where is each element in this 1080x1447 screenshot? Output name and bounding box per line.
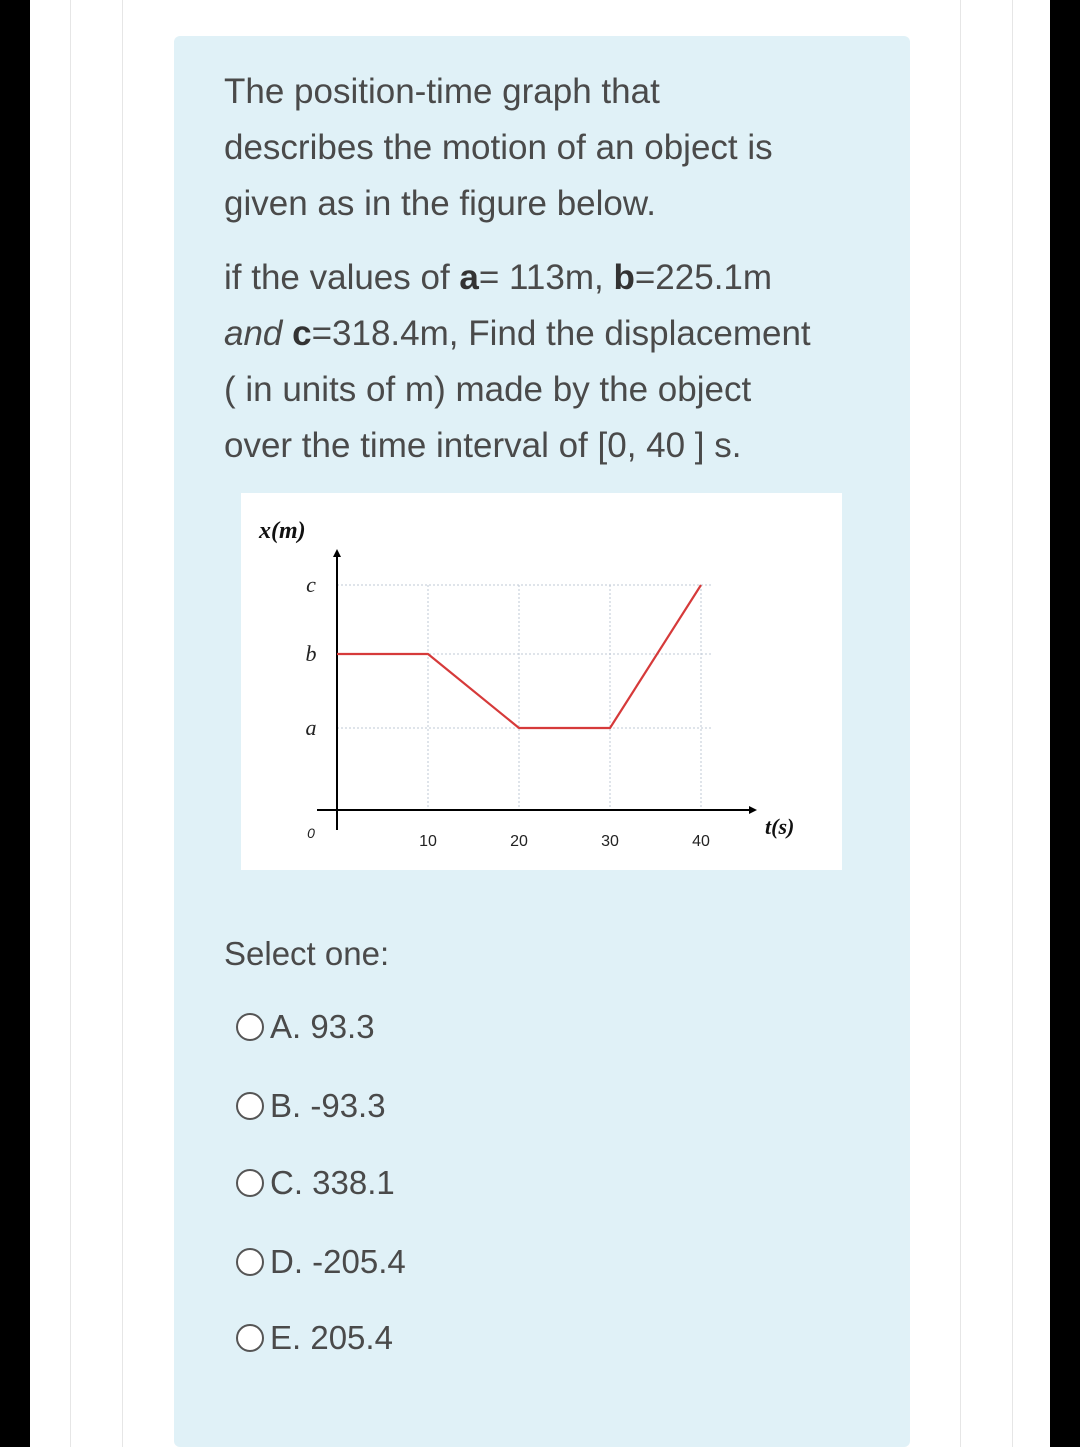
screen-edge-right	[1050, 0, 1080, 1447]
x-tick-label: 20	[510, 833, 528, 850]
question-line: describes the motion of an object is	[224, 128, 773, 167]
radio-button[interactable]	[236, 1169, 264, 1197]
radio-button[interactable]	[236, 1248, 264, 1276]
position-time-graph	[241, 493, 842, 870]
option-c[interactable]	[236, 1160, 395, 1206]
page-guide-line	[70, 0, 71, 1447]
y-tick-label: c	[306, 572, 316, 597]
option-d[interactable]	[236, 1239, 406, 1285]
variable-a: a	[459, 258, 479, 297]
question-line: over the time interval of [0, 40 ] s.	[224, 426, 742, 465]
page-guide-line	[122, 0, 123, 1447]
x-axis-label: t(s)	[765, 814, 795, 839]
y-tick-label: a	[305, 715, 317, 740]
option-e[interactable]	[236, 1315, 393, 1361]
radio-button[interactable]	[236, 1013, 264, 1041]
variable-b: b	[613, 258, 635, 297]
option-label: D. -205.4	[270, 1243, 406, 1280]
values-prefix: if the values of	[224, 258, 460, 297]
option-label: B. -93.3	[270, 1087, 386, 1124]
x-axis-arrow	[749, 806, 757, 814]
page-guide-line	[1012, 0, 1013, 1447]
screen-edge-left	[0, 0, 30, 1447]
value-a: = 113m,	[478, 258, 614, 297]
option-label: A. 93.3	[270, 1008, 375, 1045]
value-c: =318.4m, Find the displacement	[311, 314, 811, 353]
question-values-line	[224, 306, 864, 362]
option-label: E. 205.4	[270, 1319, 393, 1356]
y-axis-arrow	[333, 549, 341, 557]
x-tick-label: 10	[419, 833, 437, 850]
option-b[interactable]	[236, 1083, 386, 1129]
x-tick-label: 30	[601, 833, 619, 850]
variable-c: c	[292, 314, 312, 353]
chart-svg	[241, 493, 842, 870]
x-tick-label: 40	[692, 833, 710, 850]
radio-button[interactable]	[236, 1324, 264, 1352]
option-label: C. 338.1	[270, 1164, 395, 1201]
radio-button[interactable]	[236, 1092, 264, 1120]
value-b: =225.1m	[634, 258, 773, 297]
page-guide-line	[960, 0, 961, 1447]
question-line: The position-time graph that	[224, 72, 660, 111]
y-axis-label: x(m)	[259, 518, 306, 544]
question-line: given as in the figure below.	[224, 184, 656, 223]
question-line: ( in units of m) made by the object	[224, 370, 752, 409]
question-values-line	[224, 250, 864, 306]
option-a[interactable]	[236, 1004, 375, 1050]
and-word: and	[224, 314, 293, 353]
y-tick-label: b	[305, 641, 317, 666]
y-tick-label: 0	[307, 825, 315, 841]
select-one-label: Select one:	[224, 935, 390, 972]
